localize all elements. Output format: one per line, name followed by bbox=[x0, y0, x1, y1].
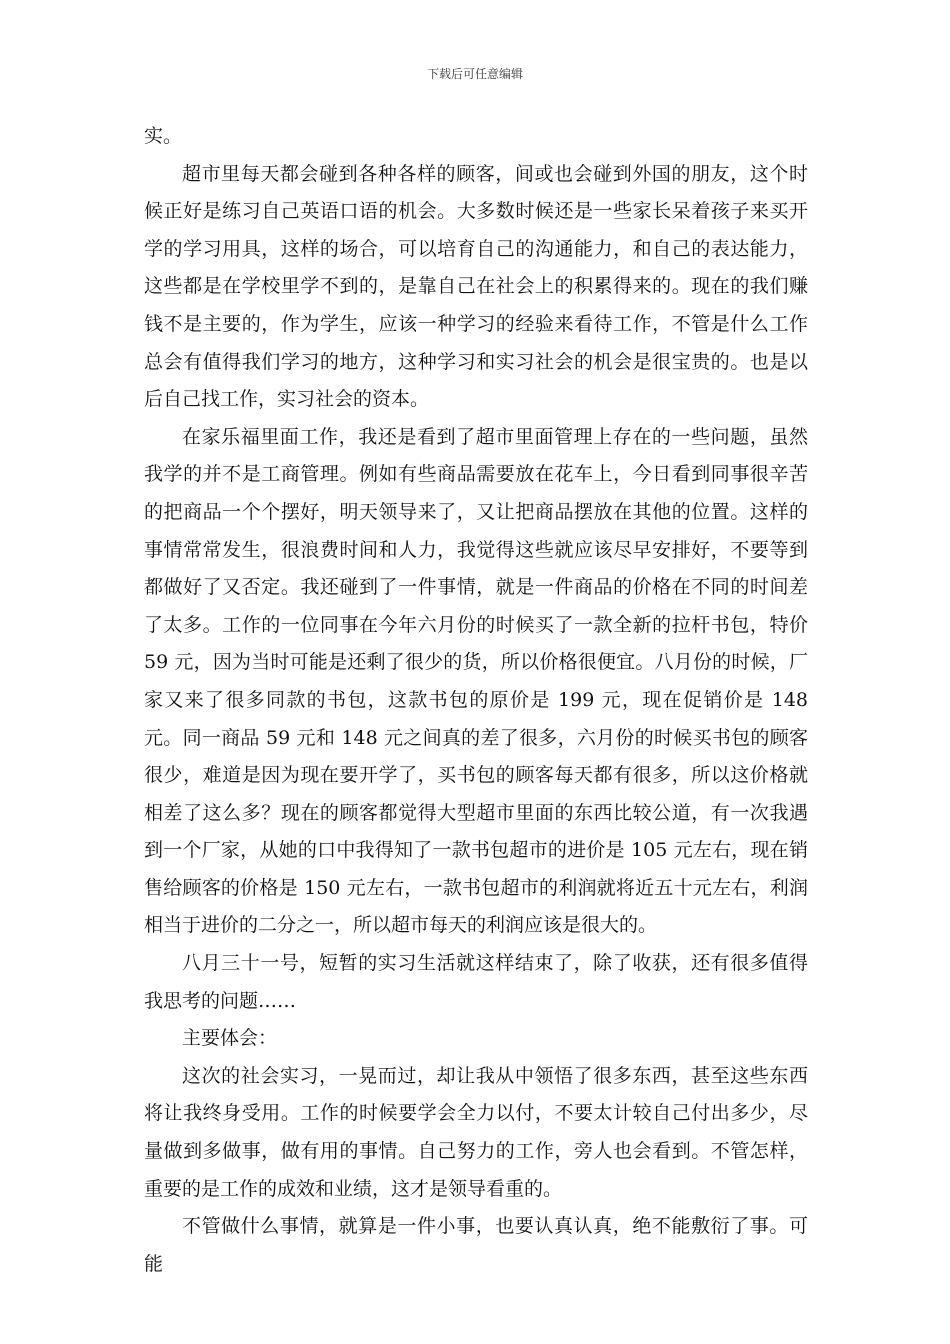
body-text bbox=[144, 118, 808, 1283]
paragraph-continuation: 实。 bbox=[144, 125, 183, 147]
paragraph-internship-end: 八月三十一号，短暂的实习生活就这样结束了，除了收获，还有很多值得我思考的问题…… bbox=[144, 952, 808, 1012]
page-header: 下载后可任意编辑 bbox=[426, 67, 523, 81]
paragraph-insights: 这次的社会实习，一晃而过，却让我从中领悟了很多东西，甚至这些东西将让我终身受用。工作的时候要学会全力以付，不要太计较自己付出多少，尽量做到多做事，做有用的事情。自己努力的工作，旁人也会看到。不管怎样，重要的是工作的成效和业绩，这才是领导看重的。 bbox=[144, 1064, 808, 1200]
paragraph-customers: 超市里每天都会碰到各种各样的顾客，间或也会碰到外国的朋友，这个时候正好是练习自己英语口语的机会。大多数时候还是一些家长呆着孩子来买开学的学习用具，这样的场合，可以培育自己的沟通能力，和自己的表达能力，这些都是在学校里学不到的，是靠自己在社会上的积累得来的。现在的我们赚钱不是主要的，作为学生，应该一种学习的经验来看待工作，不管是什么工作总会有值得我们学习的地方，这种学习和实习社会的机会是很宝贵的。也是以后自己找工作，实习社会的资本。 bbox=[144, 162, 808, 411]
paragraph-management-issues: 在家乐福里面工作，我还是看到了超市里面管理上存在的一些问题，虽然我学的并不是工商管理。例如有些商品需要放在花车上，今日看到同事很辛苦的把商品一个个摆好，明天领导来了，又让把商品摆放在其他的位置。这样的事情常常发生，很浪费时间和人力，我觉得这些就应该尽早安排好，不要等到都做好了又否定。我还碰到了一件事情，就是一件商品的价格在不同的时间差了太多。工作的一位同事在今年六月份的时候买了一款全新的拉杆书包，特价 59 元，因为当时可能是还剩了很少的货，所以价格很便宜。八月份的时候，厂家又来了很多同款的书包，这款书包的原价是 199 元，现在促销价是 148 元。同一商品 59 元和 148 元之间真的差了很多，六月份的时候买书包的顾客很少，难道是因为现在要开学了，买书包的顾客每天都有很多，所以这价格就相差了这么多？现在的顾客都觉得大型超市里面的东西比较公道，有一次我遇到一个厂家，从她的口中我得知了一款书包超市的进价是 105 元左右，现在销售给顾客的价格是 150 元左右，一款书包超市的利润就将近五十元左右，利润相当于进价的二分之一，所以超市每天的利润应该是很大的。 bbox=[144, 425, 808, 937]
paragraph-attitude: 不管做什么事情，就算是一件小事，也要认真认真，绝不能敷衍了事。可能 bbox=[144, 1215, 808, 1275]
paragraph-main-insights-heading: 主要体会： bbox=[182, 1027, 278, 1050]
